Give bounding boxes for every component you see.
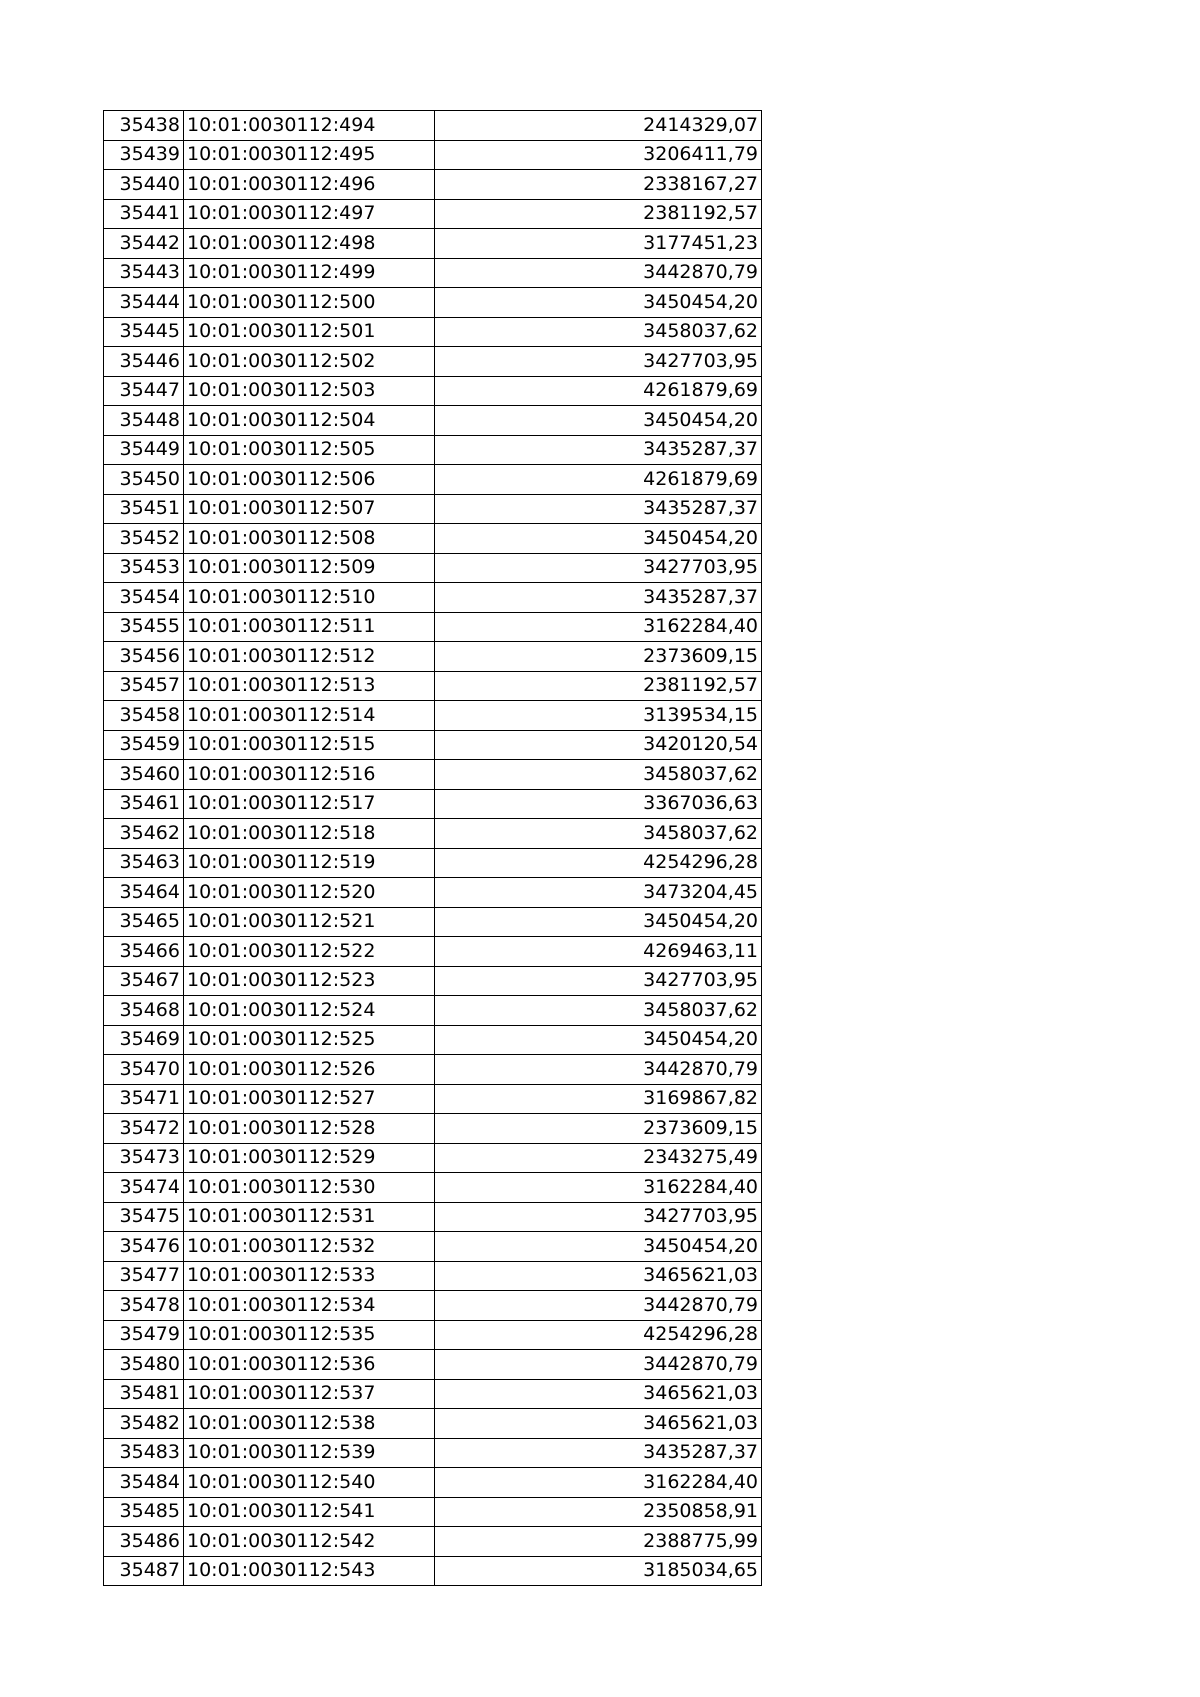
row-number-cell: 35474 [104, 1173, 184, 1203]
cadastral-value-cell: 3427703,95 [435, 347, 762, 377]
cadastral-number-cell: 10:01:0030112:514 [184, 701, 435, 731]
table-row [104, 1232, 762, 1262]
table-row [104, 701, 762, 731]
cadastral-number-cell: 10:01:0030112:496 [184, 170, 435, 200]
cadastral-number-cell: 10:01:0030112:539 [184, 1438, 435, 1468]
cadastral-value-cell: 3420120,54 [435, 730, 762, 760]
cadastral-value-cell: 3450454,20 [435, 1025, 762, 1055]
table-row [104, 1291, 762, 1321]
cadastral-value-cell: 3185034,65 [435, 1556, 762, 1586]
row-number-cell: 35482 [104, 1409, 184, 1439]
table-row [104, 612, 762, 642]
cadastral-number-cell: 10:01:0030112:499 [184, 258, 435, 288]
table-row [104, 583, 762, 613]
table-row [104, 1350, 762, 1380]
cadastral-value-cell: 2388775,99 [435, 1527, 762, 1557]
row-number-cell: 35449 [104, 435, 184, 465]
cadastral-value-cell: 3465621,03 [435, 1409, 762, 1439]
cadastral-value-cell: 3169867,82 [435, 1084, 762, 1114]
cadastral-value-cell: 2373609,15 [435, 1114, 762, 1144]
table-row [104, 524, 762, 554]
table-row [104, 1025, 762, 1055]
cadastral-value-cell: 3162284,40 [435, 1173, 762, 1203]
cadastral-number-cell: 10:01:0030112:494 [184, 111, 435, 141]
cadastral-value-cell: 3442870,79 [435, 258, 762, 288]
table-row [104, 848, 762, 878]
cadastral-number-cell: 10:01:0030112:503 [184, 376, 435, 406]
cadastral-value-cell: 3458037,62 [435, 317, 762, 347]
cadastral-number-cell: 10:01:0030112:507 [184, 494, 435, 524]
cadastral-number-cell: 10:01:0030112:513 [184, 671, 435, 701]
cadastral-value-cell: 4261879,69 [435, 376, 762, 406]
cadastral-value-cell: 3473204,45 [435, 878, 762, 908]
cadastral-value-cell: 3458037,62 [435, 760, 762, 790]
cadastral-value-cell: 4254296,28 [435, 848, 762, 878]
cadastral-number-cell: 10:01:0030112:540 [184, 1468, 435, 1498]
cadastral-value-table [103, 110, 762, 1586]
table-row [104, 966, 762, 996]
cadastral-number-cell: 10:01:0030112:526 [184, 1055, 435, 1085]
cadastral-number-cell: 10:01:0030112:530 [184, 1173, 435, 1203]
row-number-cell: 35486 [104, 1527, 184, 1557]
row-number-cell: 35446 [104, 347, 184, 377]
cadastral-number-cell: 10:01:0030112:510 [184, 583, 435, 613]
cadastral-number-cell: 10:01:0030112:529 [184, 1143, 435, 1173]
cadastral-value-cell: 3442870,79 [435, 1055, 762, 1085]
cadastral-number-cell: 10:01:0030112:512 [184, 642, 435, 672]
cadastral-value-cell: 3427703,95 [435, 553, 762, 583]
cadastral-number-cell: 10:01:0030112:538 [184, 1409, 435, 1439]
cadastral-number-cell: 10:01:0030112:524 [184, 996, 435, 1026]
table-row [104, 553, 762, 583]
row-number-cell: 35459 [104, 730, 184, 760]
cadastral-number-cell: 10:01:0030112:506 [184, 465, 435, 495]
table-row [104, 878, 762, 908]
table-row [104, 111, 762, 141]
cadastral-value-cell: 3162284,40 [435, 1468, 762, 1498]
cadastral-number-cell: 10:01:0030112:502 [184, 347, 435, 377]
table-row [104, 1556, 762, 1586]
row-number-cell: 35445 [104, 317, 184, 347]
cadastral-value-cell: 3450454,20 [435, 1232, 762, 1262]
cadastral-number-cell: 10:01:0030112:532 [184, 1232, 435, 1262]
cadastral-number-cell: 10:01:0030112:516 [184, 760, 435, 790]
row-number-cell: 35478 [104, 1291, 184, 1321]
cadastral-value-cell: 3450454,20 [435, 524, 762, 554]
row-number-cell: 35469 [104, 1025, 184, 1055]
table-row [104, 229, 762, 259]
row-number-cell: 35457 [104, 671, 184, 701]
cadastral-number-cell: 10:01:0030112:498 [184, 229, 435, 259]
cadastral-number-cell: 10:01:0030112:522 [184, 937, 435, 967]
cadastral-number-cell: 10:01:0030112:495 [184, 140, 435, 170]
table-row [104, 376, 762, 406]
row-number-cell: 35455 [104, 612, 184, 642]
row-number-cell: 35483 [104, 1438, 184, 1468]
table-row [104, 347, 762, 377]
table-row [104, 465, 762, 495]
row-number-cell: 35441 [104, 199, 184, 229]
cadastral-number-cell: 10:01:0030112:519 [184, 848, 435, 878]
cadastral-value-cell: 3435287,37 [435, 435, 762, 465]
table-row [104, 1143, 762, 1173]
row-number-cell: 35452 [104, 524, 184, 554]
table-row [104, 642, 762, 672]
cadastral-number-cell: 10:01:0030112:511 [184, 612, 435, 642]
cadastral-number-cell: 10:01:0030112:542 [184, 1527, 435, 1557]
table-row [104, 1320, 762, 1350]
cadastral-number-cell: 10:01:0030112:518 [184, 819, 435, 849]
cadastral-value-cell: 3427703,95 [435, 1202, 762, 1232]
cadastral-value-cell: 2414329,07 [435, 111, 762, 141]
table-row [104, 1409, 762, 1439]
cadastral-number-cell: 10:01:0030112:533 [184, 1261, 435, 1291]
cadastral-value-cell: 3450454,20 [435, 288, 762, 318]
row-number-cell: 35475 [104, 1202, 184, 1232]
cadastral-number-cell: 10:01:0030112:531 [184, 1202, 435, 1232]
row-number-cell: 35463 [104, 848, 184, 878]
table-row [104, 170, 762, 200]
table-row [104, 1084, 762, 1114]
table-row [104, 1055, 762, 1085]
row-number-cell: 35460 [104, 760, 184, 790]
row-number-cell: 35466 [104, 937, 184, 967]
cadastral-number-cell: 10:01:0030112:535 [184, 1320, 435, 1350]
table-row [104, 317, 762, 347]
table-row [104, 199, 762, 229]
cadastral-number-cell: 10:01:0030112:520 [184, 878, 435, 908]
cadastral-number-cell: 10:01:0030112:523 [184, 966, 435, 996]
table-row [104, 288, 762, 318]
row-number-cell: 35458 [104, 701, 184, 731]
cadastral-number-cell: 10:01:0030112:501 [184, 317, 435, 347]
cadastral-number-cell: 10:01:0030112:508 [184, 524, 435, 554]
cadastral-number-cell: 10:01:0030112:521 [184, 907, 435, 937]
cadastral-value-cell: 3427703,95 [435, 966, 762, 996]
cadastral-value-cell: 3442870,79 [435, 1291, 762, 1321]
row-number-cell: 35447 [104, 376, 184, 406]
table-row [104, 1173, 762, 1203]
cadastral-number-cell: 10:01:0030112:497 [184, 199, 435, 229]
row-number-cell: 35454 [104, 583, 184, 613]
cadastral-number-cell: 10:01:0030112:536 [184, 1350, 435, 1380]
row-number-cell: 35468 [104, 996, 184, 1026]
row-number-cell: 35448 [104, 406, 184, 436]
cadastral-number-cell: 10:01:0030112:504 [184, 406, 435, 436]
row-number-cell: 35485 [104, 1497, 184, 1527]
table-row [104, 1261, 762, 1291]
cadastral-number-cell: 10:01:0030112:534 [184, 1291, 435, 1321]
row-number-cell: 35440 [104, 170, 184, 200]
table-row [104, 140, 762, 170]
table-row [104, 1438, 762, 1468]
table-row [104, 258, 762, 288]
table-row [104, 1468, 762, 1498]
table-row [104, 1379, 762, 1409]
table-row [104, 406, 762, 436]
row-number-cell: 35450 [104, 465, 184, 495]
cadastral-number-cell: 10:01:0030112:509 [184, 553, 435, 583]
row-number-cell: 35465 [104, 907, 184, 937]
row-number-cell: 35442 [104, 229, 184, 259]
row-number-cell: 35461 [104, 789, 184, 819]
row-number-cell: 35467 [104, 966, 184, 996]
cadastral-number-cell: 10:01:0030112:528 [184, 1114, 435, 1144]
cadastral-value-cell: 3442870,79 [435, 1350, 762, 1380]
cadastral-value-cell: 3367036,63 [435, 789, 762, 819]
row-number-cell: 35481 [104, 1379, 184, 1409]
row-number-cell: 35473 [104, 1143, 184, 1173]
cadastral-value-cell: 2381192,57 [435, 199, 762, 229]
row-number-cell: 35479 [104, 1320, 184, 1350]
table-row [104, 494, 762, 524]
cadastral-value-cell: 3435287,37 [435, 1438, 762, 1468]
table-row [104, 1202, 762, 1232]
cadastral-value-cell: 4269463,11 [435, 937, 762, 967]
cadastral-number-cell: 10:01:0030112:543 [184, 1556, 435, 1586]
row-number-cell: 35439 [104, 140, 184, 170]
table-row [104, 671, 762, 701]
table-row [104, 789, 762, 819]
cadastral-number-cell: 10:01:0030112:500 [184, 288, 435, 318]
table-row [104, 1497, 762, 1527]
cadastral-number-cell: 10:01:0030112:525 [184, 1025, 435, 1055]
cadastral-value-cell: 2381192,57 [435, 671, 762, 701]
table-row [104, 937, 762, 967]
row-number-cell: 35476 [104, 1232, 184, 1262]
cadastral-value-cell: 3139534,15 [435, 701, 762, 731]
table-row [104, 819, 762, 849]
row-number-cell: 35472 [104, 1114, 184, 1144]
row-number-cell: 35443 [104, 258, 184, 288]
cadastral-number-cell: 10:01:0030112:527 [184, 1084, 435, 1114]
table-row [104, 996, 762, 1026]
cadastral-value-cell: 3177451,23 [435, 229, 762, 259]
cadastral-number-cell: 10:01:0030112:515 [184, 730, 435, 760]
row-number-cell: 35456 [104, 642, 184, 672]
row-number-cell: 35438 [104, 111, 184, 141]
row-number-cell: 35451 [104, 494, 184, 524]
cadastral-value-cell: 3465621,03 [435, 1261, 762, 1291]
row-number-cell: 35487 [104, 1556, 184, 1586]
table-row [104, 1114, 762, 1144]
cadastral-value-cell: 2338167,27 [435, 170, 762, 200]
table-body [104, 111, 762, 1586]
row-number-cell: 35480 [104, 1350, 184, 1380]
row-number-cell: 35470 [104, 1055, 184, 1085]
row-number-cell: 35444 [104, 288, 184, 318]
cadastral-value-cell: 4254296,28 [435, 1320, 762, 1350]
cadastral-value-cell: 3435287,37 [435, 583, 762, 613]
table-row [104, 730, 762, 760]
cadastral-value-cell: 3458037,62 [435, 819, 762, 849]
cadastral-number-cell: 10:01:0030112:517 [184, 789, 435, 819]
cadastral-value-cell: 3206411,79 [435, 140, 762, 170]
row-number-cell: 35462 [104, 819, 184, 849]
cadastral-value-cell: 3458037,62 [435, 996, 762, 1026]
table-row [104, 907, 762, 937]
table-row [104, 435, 762, 465]
cadastral-value-cell: 3162284,40 [435, 612, 762, 642]
cadastral-number-cell: 10:01:0030112:537 [184, 1379, 435, 1409]
cadastral-value-cell: 3450454,20 [435, 406, 762, 436]
cadastral-value-cell: 3450454,20 [435, 907, 762, 937]
table-row [104, 760, 762, 790]
cadastral-value-cell: 3435287,37 [435, 494, 762, 524]
cadastral-value-cell: 2343275,49 [435, 1143, 762, 1173]
cadastral-number-cell: 10:01:0030112:541 [184, 1497, 435, 1527]
cadastral-value-cell: 4261879,69 [435, 465, 762, 495]
row-number-cell: 35453 [104, 553, 184, 583]
row-number-cell: 35484 [104, 1468, 184, 1498]
table-row [104, 1527, 762, 1557]
cadastral-value-cell: 3465621,03 [435, 1379, 762, 1409]
cadastral-number-cell: 10:01:0030112:505 [184, 435, 435, 465]
cadastral-value-cell: 2373609,15 [435, 642, 762, 672]
row-number-cell: 35464 [104, 878, 184, 908]
row-number-cell: 35477 [104, 1261, 184, 1291]
cadastral-value-cell: 2350858,91 [435, 1497, 762, 1527]
row-number-cell: 35471 [104, 1084, 184, 1114]
